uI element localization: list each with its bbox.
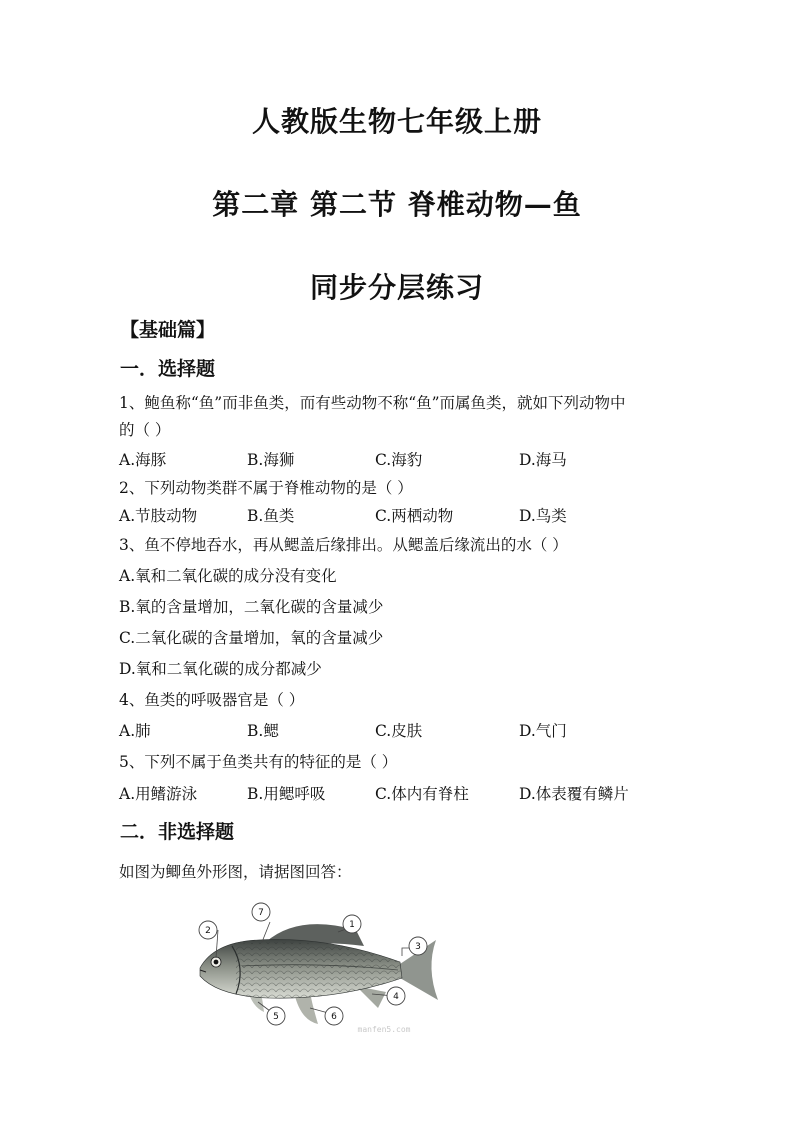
figure-intro: 如图为鲫鱼外形图，请据图回答： bbox=[119, 863, 352, 881]
option-d: D.鸟类 bbox=[519, 507, 567, 525]
callout-5 bbox=[267, 1007, 285, 1025]
question-2-options bbox=[119, 504, 739, 526]
question-3: 3、鱼不停地吞水，再从鳃盖后缘排出。从鳃盖后缘流出的水（ ） bbox=[119, 536, 568, 554]
option-a: A.节肢动物 bbox=[119, 507, 198, 525]
title-line-3: 同步分层练习 bbox=[309, 271, 484, 304]
question-2: 2、下列动物类群不属于脊椎动物的是（ ） bbox=[119, 479, 413, 497]
svg-text:3: 3 bbox=[415, 942, 421, 952]
section-basic: 【基础篇】 bbox=[120, 319, 216, 341]
section-nonchoice: 二．非选择题 bbox=[120, 821, 235, 843]
option-d: D.海马 bbox=[519, 451, 567, 469]
question-1-options bbox=[119, 448, 739, 470]
option-a: A.用鳍游泳 bbox=[119, 785, 198, 803]
question-5: 5、下列不属于鱼类共有的特征的是（ ） bbox=[119, 753, 398, 771]
option-a: A.肺 bbox=[119, 722, 151, 740]
question-4: 4、鱼类的呼吸器官是（ ） bbox=[119, 691, 305, 709]
callout-4 bbox=[387, 987, 405, 1005]
option-b: B.鱼类 bbox=[247, 507, 295, 525]
fish-diagram bbox=[188, 896, 458, 1036]
option-d: D.气门 bbox=[519, 722, 567, 740]
callout-6 bbox=[325, 1007, 343, 1025]
option-b: B.鳃 bbox=[247, 722, 279, 740]
svg-text:1: 1 bbox=[349, 920, 355, 930]
callout-2 bbox=[199, 921, 217, 939]
callout-3 bbox=[409, 937, 427, 955]
question-3-option-c: C.二氧化碳的含量增加，氧的含量减少 bbox=[119, 629, 384, 647]
option-c: C.皮肤 bbox=[375, 722, 423, 740]
callout-7 bbox=[252, 903, 270, 921]
callout-1 bbox=[343, 915, 361, 933]
crucian-carp-figure bbox=[188, 896, 458, 1036]
option-c: C.两栖动物 bbox=[375, 507, 454, 525]
option-d: D.体表覆有鳞片 bbox=[519, 785, 629, 803]
svg-text:6: 6 bbox=[331, 1012, 337, 1022]
svg-text:2: 2 bbox=[205, 926, 211, 936]
svg-text:5: 5 bbox=[273, 1012, 279, 1022]
question-1-line-2: 的（ ） bbox=[119, 421, 171, 439]
question-4-options bbox=[119, 719, 739, 741]
section-choice: 一．选择题 bbox=[120, 358, 216, 380]
question-3-option-d: D.氧和二氧化碳的成分都减少 bbox=[119, 660, 322, 678]
question-1-line-1: 1、鲍鱼称“鱼”而非鱼类，而有些动物不称“鱼”而属鱼类，就如下列动物中 bbox=[119, 394, 626, 412]
svg-text:4: 4 bbox=[393, 992, 399, 1002]
svg-text:7: 7 bbox=[258, 908, 264, 918]
option-b: B.用鳃呼吸 bbox=[247, 785, 326, 803]
question-5-options bbox=[119, 782, 739, 804]
watermark: manfen5.com bbox=[357, 1025, 411, 1034]
title-line-2: 第二章 第二节 脊椎动物—鱼 bbox=[212, 188, 582, 221]
title-line-1: 人教版生物七年级上册 bbox=[251, 105, 542, 138]
option-b: B.海狮 bbox=[247, 451, 295, 469]
question-3-option-a: A.氧和二氧化碳的成分没有变化 bbox=[119, 567, 337, 585]
question-3-option-b: B.氧的含量增加，二氧化碳的含量减少 bbox=[119, 598, 384, 616]
option-c: C.海豹 bbox=[375, 451, 423, 469]
option-c: C.体内有脊柱 bbox=[375, 785, 469, 803]
option-a: A.海豚 bbox=[119, 451, 167, 469]
